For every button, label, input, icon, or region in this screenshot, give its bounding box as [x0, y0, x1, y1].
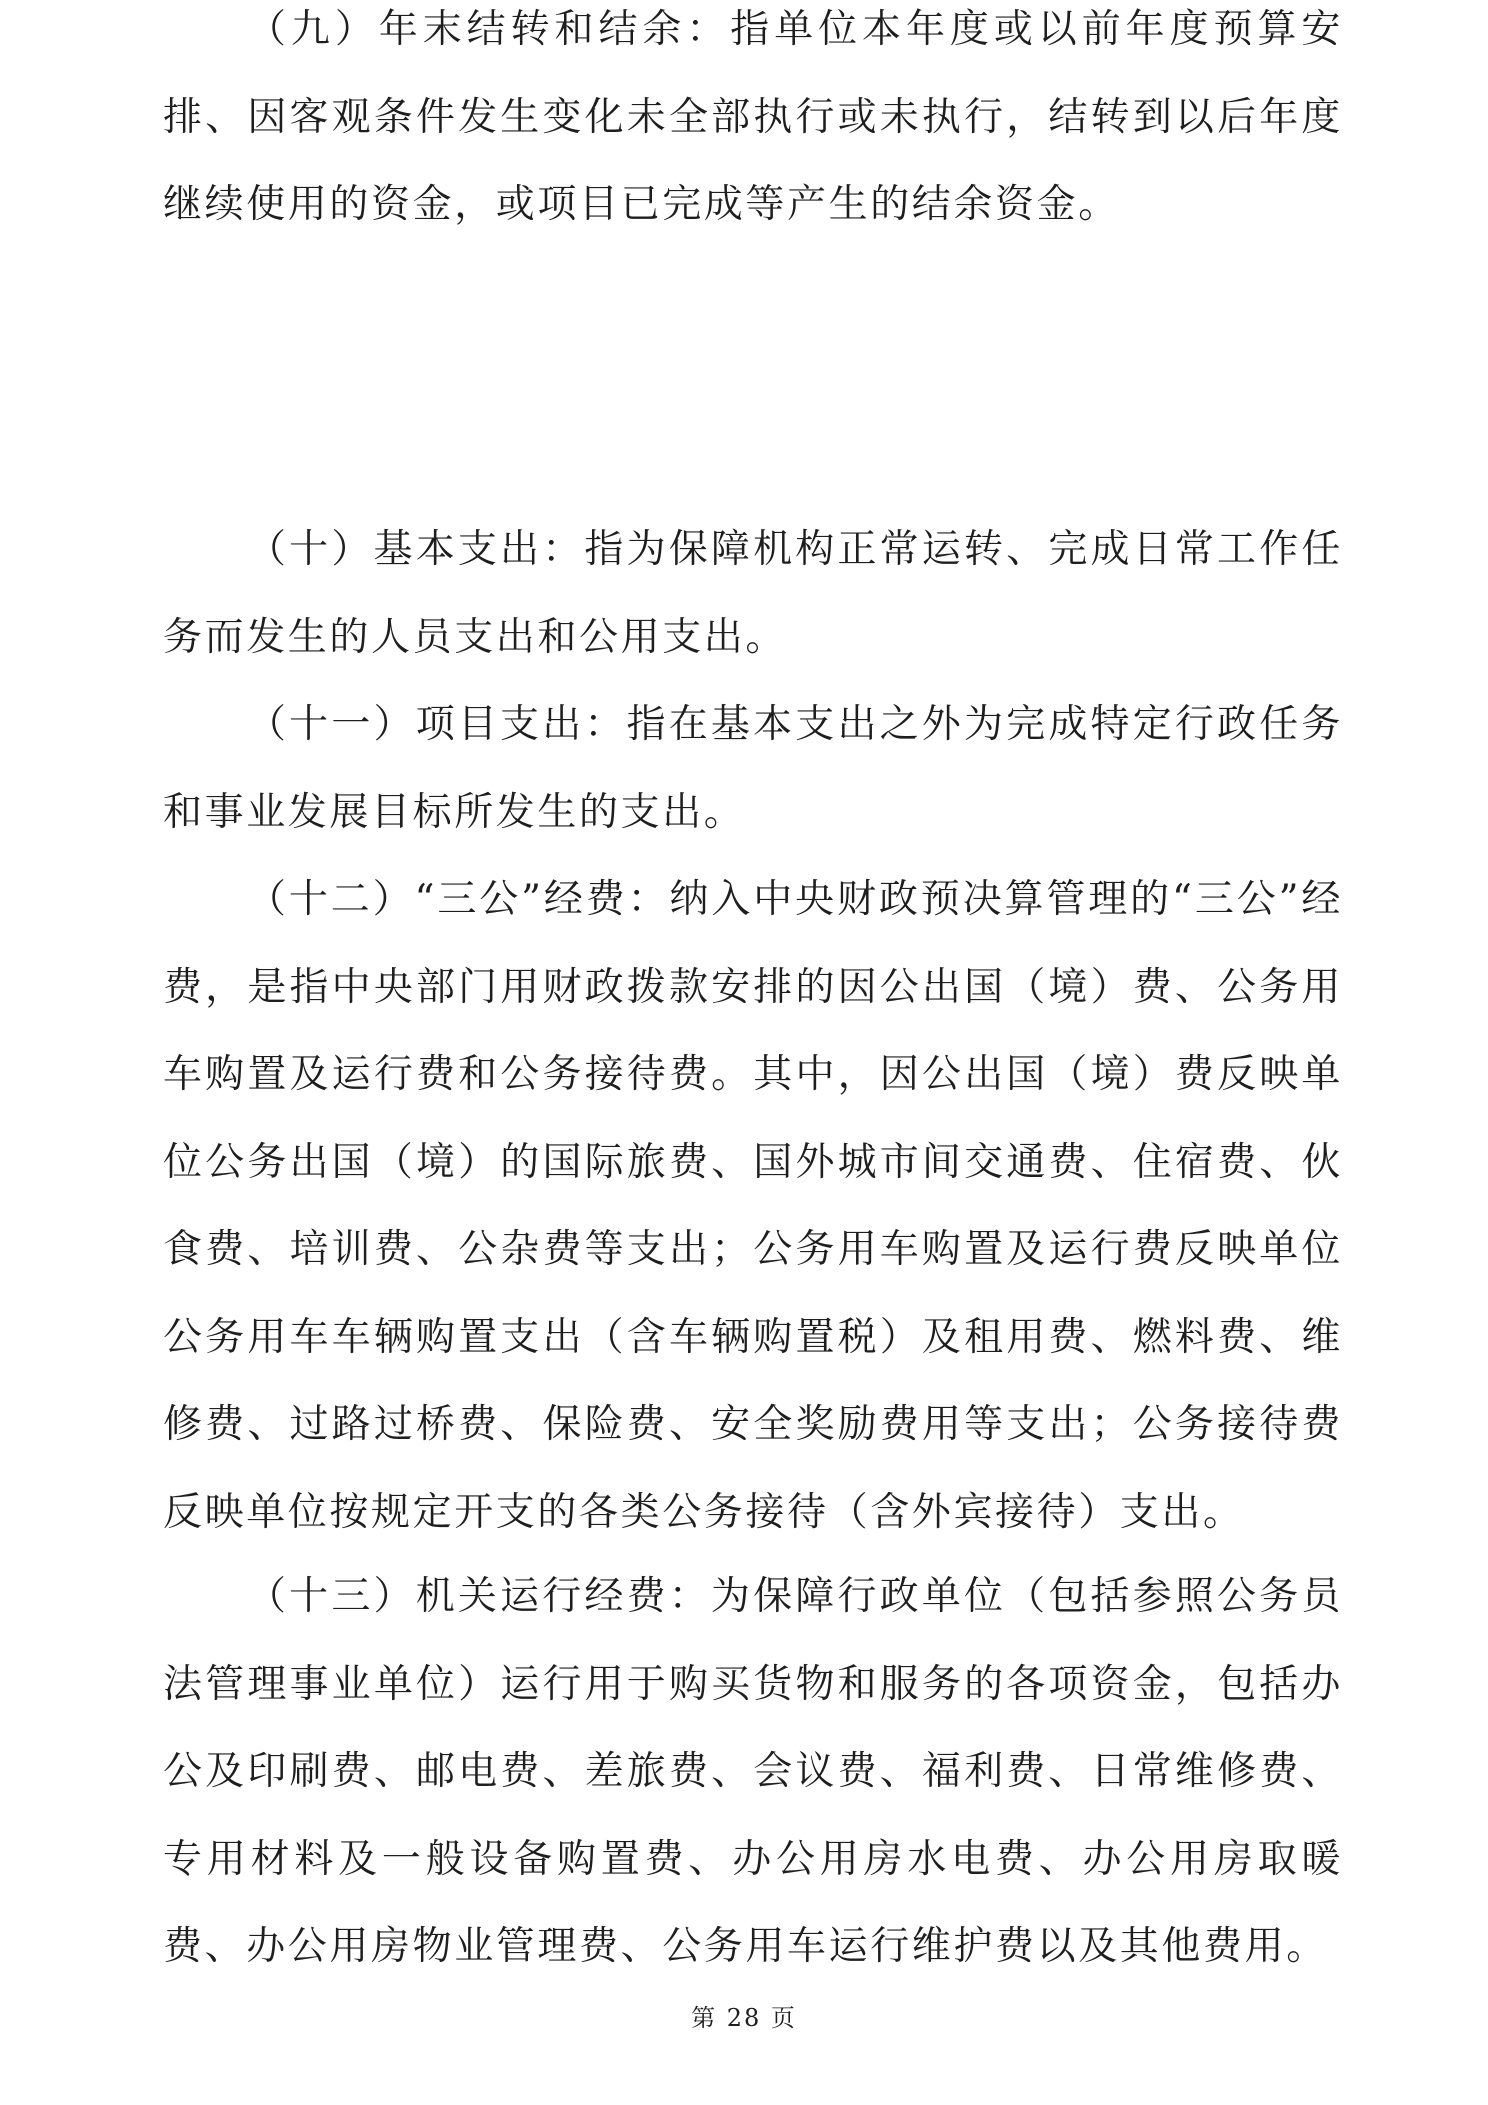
paragraph-year-end-carryover: （九）年末结转和结余：指单位本年度或以前年度预算安排、因客观条件发生变化未全部执行或未执行，结转到以后年度继续使用的资金，或项目已完成等产生的结余资金。: [163, 7, 1343, 227]
paragraph-agency-operating-expenses: （十三）机关运行经费：为保障行政单位（包括参照公务员法管理事业单位）运行用于购买货物和服务的各项资金，包括办公及印刷费、邮电费、差旅费、会议费、福利费、日常维修费、专用材料及一般设备购置费、办公用房水电费、办公用房取暖费、办公用房物业管理费、公务用车运行维护费以及其他费用。: [163, 1574, 1343, 1969]
page-number: 第 28 页: [691, 2004, 797, 2032]
paragraph-three-public-expenses: （十二）“三公”经费：纳入中央财政预决算管理的“三公”经费，是指中央部门用财政拨款安排的因公出国（境）费、公务用车购置及运行费和公务接待费。其中，因公出国（境）费反映单位公务出国（境）的国际旅费、国外城市间交通费、住宿费、伙食费、培训费、公杂费等支出；公务用车购置及运行费反映单位公务用车车辆购置支出（含车辆购置税）及租用费、燃料费、维修费、过路过桥费、保险费、安全奖励费用等支出；公务接待费反映单位按规定开支的各类公务接待（含外宾接待）支出。: [163, 877, 1343, 1535]
paragraph-project-expenditure: （十一）项目支出：指在基本支出之外为完成特定行政任务和事业发展目标所发生的支出。: [163, 702, 1343, 835]
paragraph-basic-expenditure: （十）基本支出：指为保障机构正常运转、完成日常工作任务而发生的人员支出和公用支出。: [163, 527, 1343, 660]
